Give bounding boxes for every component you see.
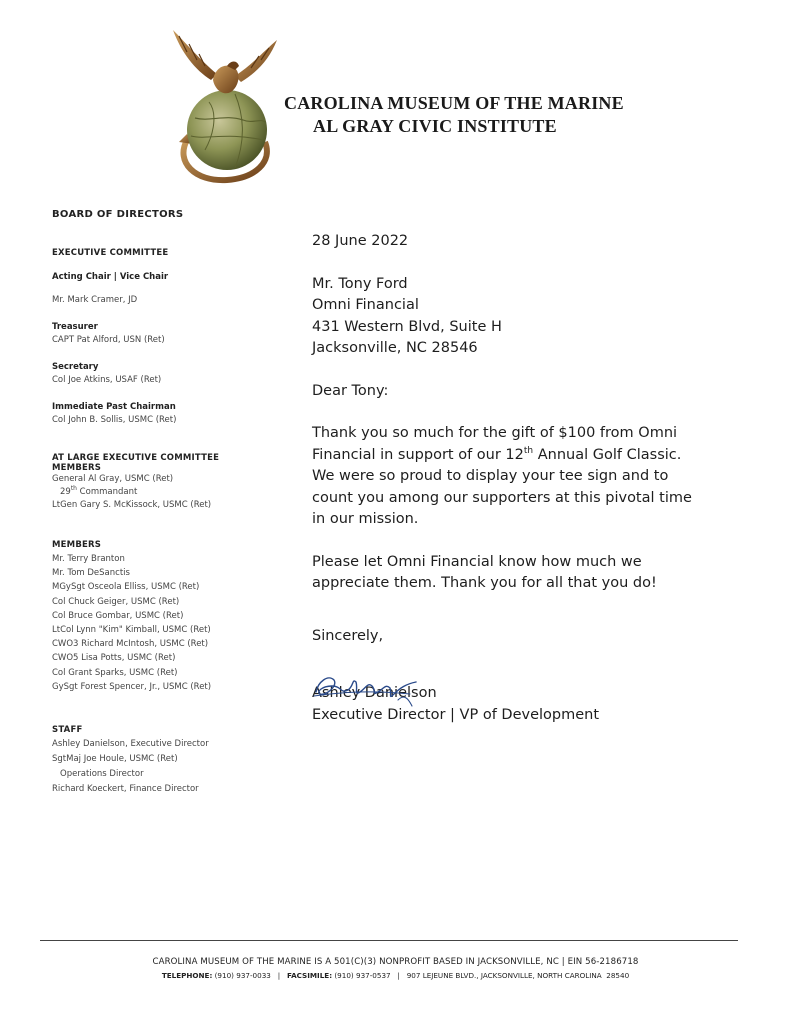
signer-title: Executive Director | VP of Development	[312, 706, 600, 723]
paragraph-1-line: We were so proud to display your tee sign and to	[312, 468, 669, 484]
signer-name: Ashley Danielson	[312, 685, 437, 701]
paragraph-1-line	[312, 445, 752, 467]
golf-text-pre: Financial in support of our 12	[312, 446, 524, 463]
facsimile-and-address: (910) 937-0537 | 907 LEJEUNE BLVD., JACKSONVILLE, NORTH CAROLINA 28540	[332, 971, 630, 980]
commandant-ordinal: th	[70, 485, 77, 493]
paragraph-1-line: count you among our supporters at this pivotal time	[312, 489, 692, 506]
footer	[0, 957, 791, 980]
handwritten-signature	[312, 668, 422, 708]
treasurer-role: Treasurer	[52, 322, 98, 332]
footer-contact-line	[0, 971, 791, 980]
at-large-heading-line-1: AT LARGE EXECUTIVE COMMITTEE	[52, 453, 220, 463]
recipient-company: Omni Financial	[312, 297, 419, 313]
paragraph-2-line: appreciate them. Thank you for all that you do!	[312, 575, 657, 591]
acting-chair-name: Mr. Mark Cramer, JD	[52, 295, 138, 305]
member-item: CWO3 Richard McIntosh, USMC (Ret)	[52, 639, 209, 650]
member-item: Col Bruce Gombar, USMC (Ret)	[52, 610, 184, 621]
golf-text-post: Annual Golf Classic.	[533, 446, 682, 463]
member-item: GySgt Forest Spencer, Jr., USMC (Ret)	[52, 681, 212, 692]
at-large-heading-line-2: MEMBERS	[52, 463, 102, 473]
commandant-label: Commandant	[76, 487, 138, 497]
member-item: MGySgt Osceola Elliss, USMC (Ret)	[52, 582, 200, 593]
org-name-line-2: AL GRAY CIVIC INSTITUTE	[313, 116, 557, 136]
recipient-street: 431 Western Blvd, Suite H	[312, 318, 502, 335]
facsimile-label: FACSIMILE:	[286, 971, 333, 980]
at-large-member-2: LtGen Gary S. McKissock, USMC (Ret)	[52, 500, 212, 510]
board-sidebar	[52, 208, 272, 797]
past-chair-role: Immediate Past Chairman	[52, 402, 176, 412]
footer-nonprofit-line: CAROLINA MUSEUM OF THE MARINE IS A 501(C)(3) NONPROFIT BASED IN JACKSONVILLE, NC | EIN 56-2186718	[152, 957, 639, 967]
organization-name	[284, 92, 624, 138]
org-name-line-1: CAROLINA MUSEUM OF THE MARINE	[284, 93, 624, 113]
at-large-member-1: General Al Gray, USMC (Ret)	[52, 474, 174, 484]
secretary-role: Secretary	[52, 362, 99, 372]
member-item: LtCol Lynn "Kim" Kimball, USMC (Ret)	[52, 625, 211, 636]
paragraph-1-line: Thank you so much for the gift of $100 from Omni	[312, 425, 678, 441]
recipient-city: Jacksonville, NC 28546	[312, 340, 478, 356]
recipient-name: Mr. Tony Ford	[312, 275, 408, 292]
telephone-number: (910) 937-0033 |	[212, 971, 287, 980]
member-item: Col Chuck Geiger, USMC (Ret)	[52, 596, 180, 607]
paragraph-2	[312, 552, 752, 595]
closing: Sincerely,	[312, 627, 384, 644]
eagle-globe-anchor-logo	[165, 22, 285, 187]
letter-body	[312, 231, 752, 726]
staff-item: SgtMaj Joe Houle, USMC (Ret)	[52, 754, 178, 765]
staff-item: Ashley Danielson, Executive Director	[52, 739, 209, 750]
members-list	[52, 552, 272, 694]
member-item: Mr. Terry Branton	[52, 554, 125, 564]
letter-date: 28 June 2022	[312, 233, 409, 249]
telephone-label: TELEPHONE:	[161, 971, 213, 980]
staff-list	[52, 737, 272, 797]
acting-chair-role: Acting Chair | Vice Chair	[52, 272, 169, 282]
staff-heading: STAFF	[52, 725, 83, 736]
commandant-number: 29	[60, 487, 71, 497]
salutation: Dear Tony:	[312, 382, 389, 399]
at-large-heading	[52, 453, 272, 473]
recipient-address	[312, 274, 752, 360]
members-heading: MEMBERS	[52, 540, 102, 550]
staff-item: Richard Koeckert, Finance Director	[52, 784, 199, 795]
staff-item-title: Operations Director	[60, 769, 144, 780]
paragraph-1	[312, 423, 752, 531]
member-item: Col Grant Sparks, USMC (Ret)	[52, 667, 178, 678]
paragraph-2-line: Please let Omni Financial know how much we	[312, 553, 642, 570]
past-chair-name: Col John B. Sollis, USMC (Ret)	[52, 415, 177, 425]
treasurer-name: CAPT Pat Alford, USN (Ret)	[52, 335, 165, 345]
footer-rule	[40, 940, 738, 941]
executive-committee-heading: EXECUTIVE COMMITTEE	[52, 248, 169, 258]
at-large-member-1-title	[52, 486, 272, 499]
member-item: CWO5 Lisa Potts, USMC (Ret)	[52, 653, 176, 664]
member-item: Mr. Tom DeSanctis	[52, 568, 130, 579]
board-title: BOARD OF DIRECTORS	[52, 209, 184, 220]
paragraph-1-line: in our mission.	[312, 511, 419, 527]
golf-ordinal: th	[523, 445, 534, 456]
secretary-name: Col Joe Atkins, USAF (Ret)	[52, 375, 162, 385]
